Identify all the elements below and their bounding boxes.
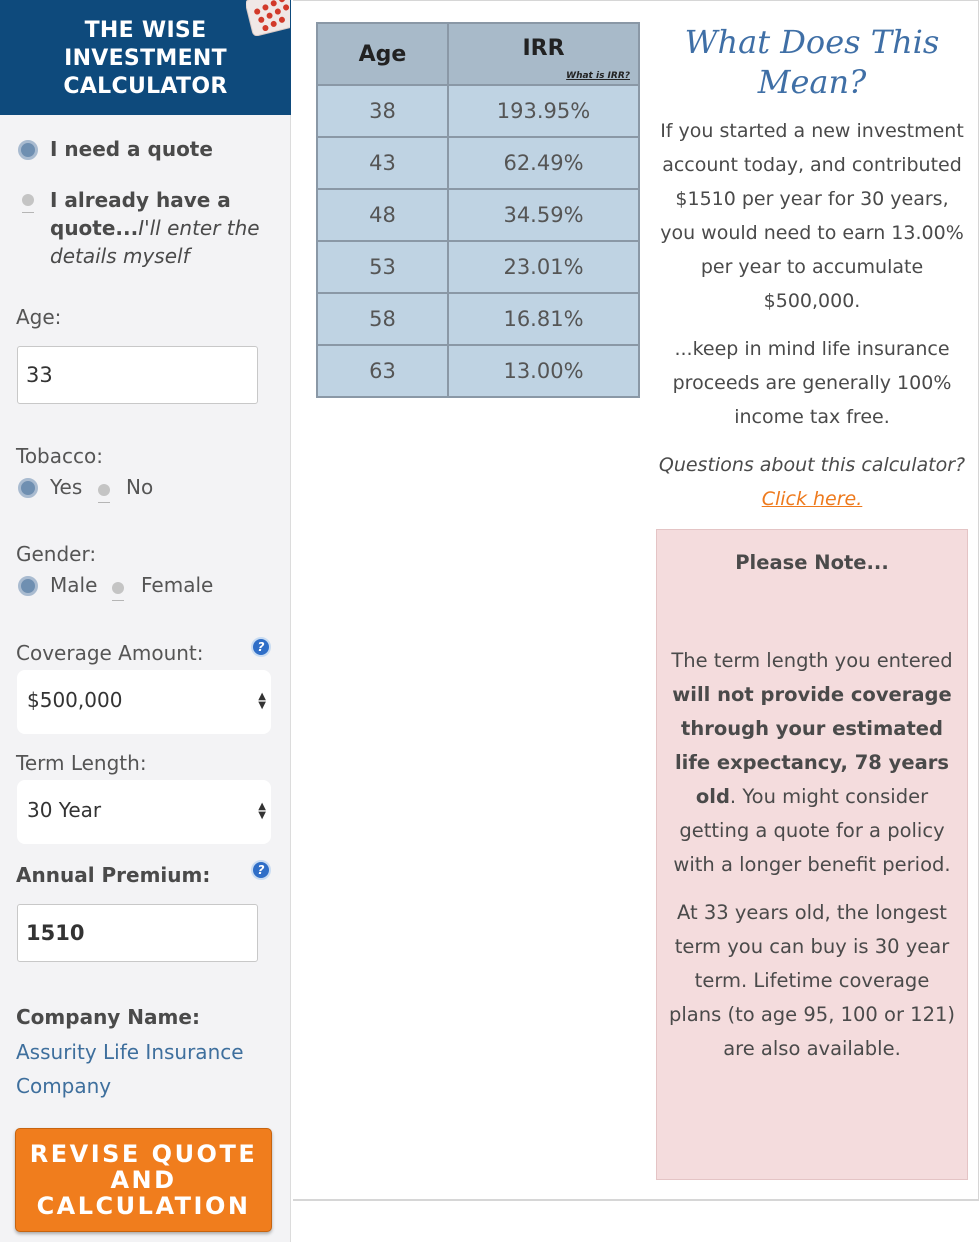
coverage-select[interactable]: [17, 670, 271, 734]
irr-table: [316, 22, 640, 398]
explanation-body: [656, 114, 968, 530]
radio-need-quote[interactable]: [18, 140, 38, 160]
revise-line-3: CALCULATION: [36, 1192, 251, 1220]
questions-text: Questions about this calculator?: [658, 454, 966, 476]
click-here-link[interactable]: Click here.: [761, 488, 863, 510]
radio-gender-female[interactable]: [112, 582, 124, 594]
note-paragraph-longest-term: At 33 years old, the longest term you can buy is 30 year term. Lifetime coverage plans (to age 95, 100 or 121) are also available.: [669, 901, 955, 1060]
gender-label: Gender:: [16, 542, 97, 566]
revise-line-1: REVISE QUOTE: [29, 1140, 258, 1168]
irr-cell: 23.01%: [448, 241, 639, 293]
up-down-arrows-icon: ▲ ▼: [258, 801, 266, 821]
calculator-sidebar: [0, 0, 291, 1242]
term-value: 30 Year: [27, 798, 102, 822]
age-input[interactable]: 33: [17, 346, 258, 404]
age-label: Age:: [16, 305, 62, 329]
tobacco-yes-label[interactable]: Yes: [50, 475, 83, 499]
irr-column-header: IRR What is IRR?: [448, 23, 639, 85]
have-quote-italic2: details myself: [50, 244, 190, 268]
have-quote-label[interactable]: [50, 186, 280, 270]
irr-cell: 62.49%: [448, 137, 639, 189]
title-line-1: THE WISE: [84, 18, 207, 43]
table-row: [317, 137, 639, 189]
tobacco-no-label[interactable]: No: [126, 475, 154, 499]
term-label: Term Length:: [16, 751, 147, 775]
table-row: [317, 241, 639, 293]
age-cell: 58: [317, 293, 448, 345]
title-line-2: INVESTMENT: [64, 46, 227, 71]
radio-gender-male[interactable]: [18, 576, 38, 596]
irr-cell: 16.81%: [448, 293, 639, 345]
tobacco-label: Tobacco:: [16, 444, 103, 468]
note-title: Please Note...: [735, 551, 889, 574]
pill-pack-icon: [246, 0, 290, 36]
have-quote-bold: quote...: [50, 216, 139, 240]
radio-tobacco-yes[interactable]: [18, 478, 38, 498]
what-is-irr-link[interactable]: What is IRR?: [566, 71, 630, 81]
age-cell: 63: [317, 345, 448, 397]
explanation-title: What Does This Mean?: [684, 23, 940, 101]
age-cell: 53: [317, 241, 448, 293]
revise-quote-button[interactable]: [15, 1128, 272, 1232]
divider: [293, 1200, 979, 1201]
irr-cell: 193.95%: [448, 85, 639, 137]
table-row: [317, 85, 639, 137]
tax-note-paragraph: ...keep in mind life insurance proceeds are generally 100% income tax free.: [672, 338, 952, 428]
table-row: [317, 293, 639, 345]
coverage-label: Coverage Amount:: [16, 641, 204, 665]
note-warning: will not provide coverage through your estimated life expectancy, 78 years old: [672, 683, 952, 808]
company-name: Assurity Life Insurance Company: [16, 1040, 244, 1098]
help-icon[interactable]: ?: [251, 860, 271, 880]
up-down-arrows-icon: ▲ ▼: [258, 691, 266, 711]
age-column-header: Age: [317, 23, 448, 85]
gender-male-label[interactable]: Male: [50, 573, 98, 597]
radio-tobacco-no[interactable]: [98, 484, 110, 496]
have-quote-line1: I already have a: [50, 188, 231, 212]
irr-cell: 34.59%: [448, 189, 639, 241]
company-label: Company Name:: [16, 1005, 200, 1029]
need-quote-label[interactable]: I need a quote: [50, 137, 213, 161]
gender-female-label[interactable]: Female: [141, 573, 214, 597]
irr-cell: 13.00%: [448, 345, 639, 397]
help-icon[interactable]: ?: [251, 637, 271, 657]
age-cell: 38: [317, 85, 448, 137]
explanation-paragraph: If you started a new investment account today, and contributed $1510 per year for 30 years, you would need to earn 13.00% per year to accumulate $500,000.: [660, 120, 964, 312]
premium-label: Annual Premium:: [16, 863, 211, 887]
table-row: [317, 189, 639, 241]
revise-line-2: AND: [110, 1166, 177, 1194]
table-row: [317, 345, 639, 397]
age-cell: 43: [317, 137, 448, 189]
age-cell: 48: [317, 189, 448, 241]
please-note-box: [656, 529, 968, 1180]
coverage-value: $500,000: [27, 688, 123, 712]
premium-input[interactable]: 1510: [17, 904, 258, 962]
radio-have-quote[interactable]: [22, 194, 34, 206]
title-line-3: CALCULATOR: [63, 74, 228, 99]
term-select[interactable]: [17, 780, 271, 844]
have-quote-italic1: I'll enter the: [138, 216, 260, 240]
questions-paragraph: [656, 448, 968, 516]
note-paragraph-term: The term length you entered will not provide coverage through your estimated life expectancy, 78 years old. You might consider getting a quote for a policy with a longer benefit period.: [671, 649, 953, 876]
